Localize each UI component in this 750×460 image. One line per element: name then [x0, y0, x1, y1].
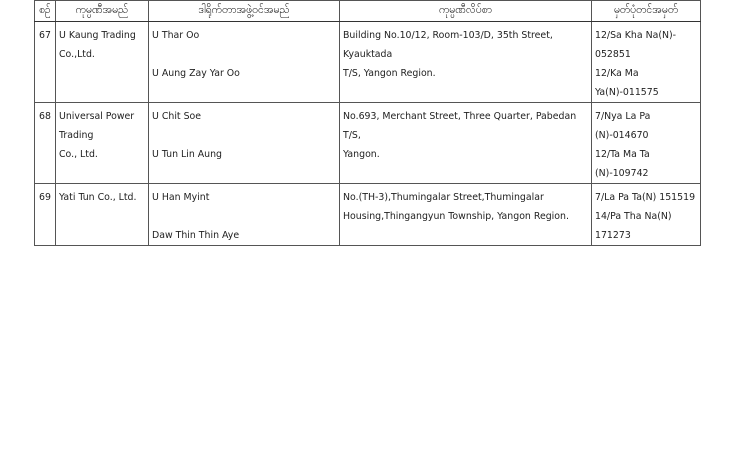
address-line: No.(TH-3),Thumingalar Street,Thumingalar	[343, 192, 544, 203]
director-name: U Tun Lin Aung	[152, 149, 223, 160]
table-row	[35, 103, 701, 184]
header-no: စဉ်	[35, 1, 56, 22]
header-director: ဒါရိုက်တာအဖွဲ့ဝင်အမည်	[149, 1, 340, 22]
address-line: T/S, Yangon Region.	[343, 68, 436, 79]
nrc-line: 052851	[595, 49, 631, 60]
address-cell	[340, 103, 592, 184]
row-number: 67	[35, 22, 56, 103]
director-cell	[149, 22, 340, 103]
row-number: 68	[35, 103, 56, 184]
company-name-cell	[56, 22, 149, 103]
nrc-line: 14/Pa Tha Na(N) 171273	[595, 211, 672, 241]
nrc-line: 7/La Pa Ta(N) 151519	[595, 192, 696, 203]
header-company: ကုမ္ပဏီအမည်	[56, 1, 149, 22]
director-cell	[149, 103, 340, 184]
company-name-cell	[56, 103, 149, 184]
company-name-line: Universal Power	[59, 111, 135, 122]
address-cell	[340, 22, 592, 103]
header-nrc: မှတ်ပုံတင်အမှတ်	[592, 1, 701, 22]
company-name-line: Co., Ltd.	[59, 149, 98, 160]
header-row	[35, 1, 701, 22]
director-name: U Chit Soe	[152, 111, 202, 122]
table-row	[35, 22, 701, 103]
director-name: Daw Thin Thin Aye	[152, 230, 240, 241]
nrc-cell	[592, 184, 701, 246]
table-row	[35, 184, 701, 246]
company-name-line: Trading	[59, 130, 94, 141]
nrc-cell	[592, 22, 701, 103]
address-line: Housing,Thingangyun Township, Yangon Region.	[343, 211, 569, 222]
nrc-line: 12/Ka Ma Ya(N)-011575	[595, 68, 659, 98]
header-address: ကုမ္ပဏီလိပ်စာ	[340, 1, 592, 22]
company-name-line: Yati Tun Co., Ltd.	[59, 192, 137, 203]
row-number: 69	[35, 184, 56, 246]
company-directors-table	[34, 0, 701, 246]
director-name: U Aung Zay Yar Oo	[152, 68, 240, 79]
address-line: Yangon.	[343, 149, 380, 160]
nrc-cell	[592, 103, 701, 184]
address-line: Building No.10/12, Room-103/D, 35th Street, Kyauktada	[343, 30, 553, 60]
nrc-line: 12/Sa Kha Na(N)-	[595, 30, 677, 41]
company-name-cell	[56, 184, 149, 246]
nrc-line: 7/Nya La Pa (N)-014670	[595, 111, 651, 141]
company-name-line: U Kaung Trading	[59, 30, 136, 41]
address-cell	[340, 184, 592, 246]
director-cell	[149, 184, 340, 246]
nrc-line: 12/Ta Ma Ta (N)-109742	[595, 149, 650, 179]
director-name: U Thar Oo	[152, 30, 200, 41]
company-name-line: Co.,Ltd.	[59, 49, 95, 60]
address-line: No.693, Merchant Street, Three Quarter, Pabedan T/S,	[343, 111, 577, 141]
director-name: U Han Myint	[152, 192, 210, 203]
